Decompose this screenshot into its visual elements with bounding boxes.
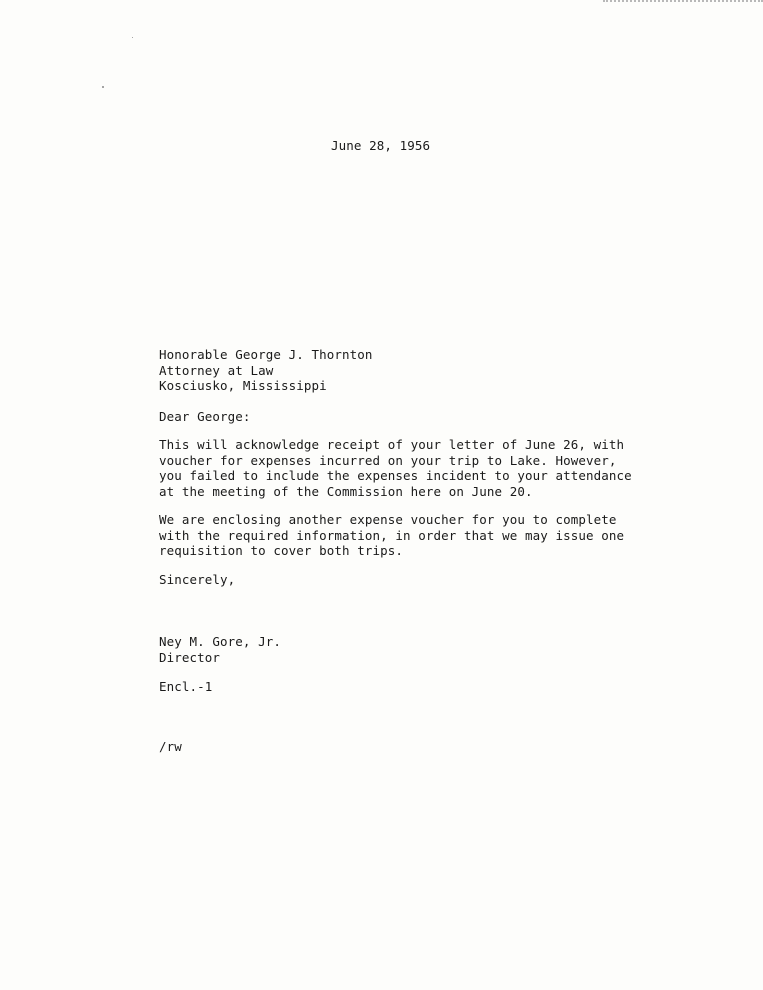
paragraph-line: at the meeting of the Commission here on June 20. xyxy=(159,483,533,499)
recipient-address xyxy=(159,347,373,394)
address-line: Honorable George J. Thornton xyxy=(159,347,373,362)
paragraph-line: This will acknowledge receipt of your letter of June 26, with xyxy=(159,437,625,452)
signature-block xyxy=(159,634,281,665)
body-paragraph-2 xyxy=(159,512,624,559)
paragraph-line: you failed to include the expenses incident to your attendance xyxy=(159,468,632,483)
paragraph-line: with the required information, in order that we may issue one xyxy=(159,527,625,543)
complimentary-closing: Sincerely, xyxy=(159,572,236,587)
letter-date: June 28, 1956 xyxy=(331,138,431,153)
page-edge-dots xyxy=(603,0,763,5)
typist-initials: /rw xyxy=(159,739,182,754)
address-line: Attorney at Law xyxy=(159,362,274,378)
body-paragraph-1 xyxy=(159,437,632,499)
address-line: Kosciusko, Mississippi xyxy=(159,378,327,393)
signer-name: Ney M. Gore, Jr. xyxy=(159,634,282,649)
salutation: Dear George: xyxy=(159,409,251,424)
paper-speck xyxy=(132,37,133,38)
paragraph-line: voucher for expenses incurred on your trip to Lake. However, xyxy=(159,452,617,468)
paragraph-line: requisition to cover both trips. xyxy=(159,543,404,558)
paragraph-line: We are enclosing another expense voucher for you to complete xyxy=(159,512,617,527)
enclosure-note: Encl.-1 xyxy=(159,679,213,694)
signer-title: Director xyxy=(159,649,221,665)
paper-speck xyxy=(102,86,104,88)
